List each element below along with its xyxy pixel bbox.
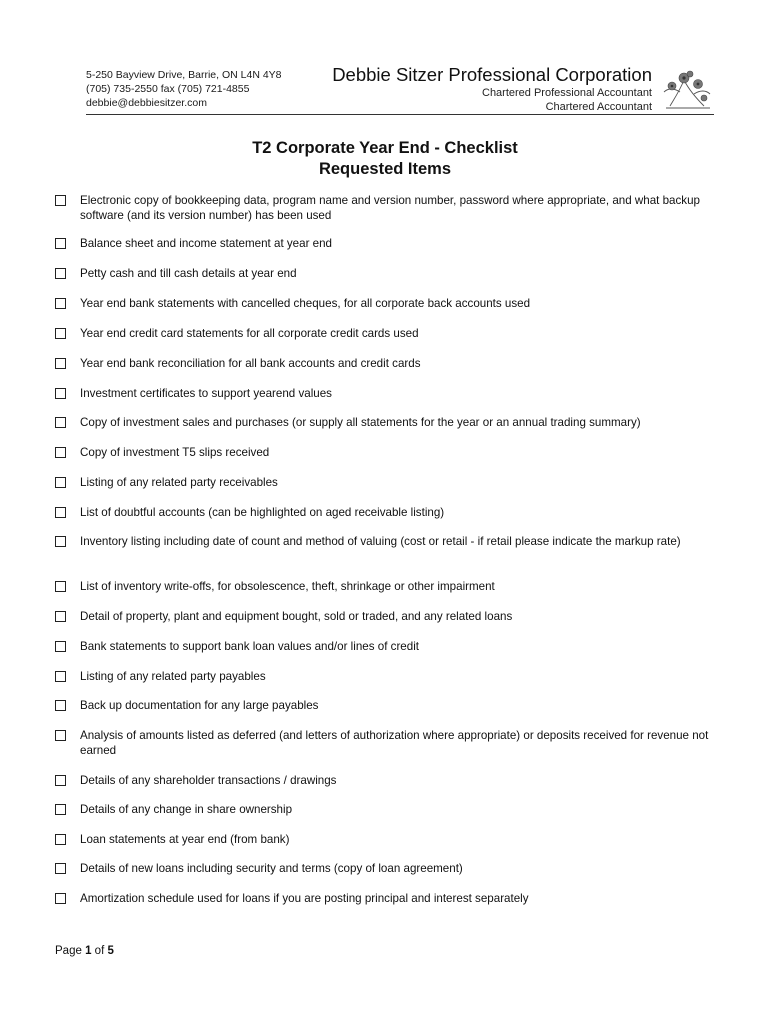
checkbox[interactable]: [55, 268, 66, 279]
checklist-item: [55, 237, 710, 252]
checklist-item-text: Amortization schedule used for loans if you are posting principal and interest separately: [80, 892, 529, 905]
checklist-item: [55, 194, 710, 223]
checklist-item: [55, 535, 710, 550]
checklist-item: [55, 387, 710, 402]
checkbox[interactable]: [55, 195, 66, 206]
page-current: 1: [85, 945, 92, 957]
firm-subtitle-ca: Chartered Accountant: [545, 101, 652, 113]
checklist-item: [55, 327, 710, 342]
page-total: 5: [107, 945, 114, 957]
address-line: 5-250 Bayview Drive, Barrie, ON L4N 4Y8: [86, 69, 282, 81]
checklist-item-text: List of inventory write-offs, for obsolescence, theft, shrinkage or other impairment: [80, 580, 495, 593]
checklist-item-text: Electronic copy of bookkeeping data, program name and version number, password where appropriate, and what backup software (and its version number) has been used: [80, 194, 700, 222]
email-line: debbie@debbiesitzer.com: [86, 97, 207, 109]
checkbox[interactable]: [55, 863, 66, 874]
checklist-item: [55, 267, 710, 282]
checklist-item: [55, 297, 710, 312]
checklist-item: [55, 416, 710, 431]
checkbox[interactable]: [55, 447, 66, 458]
checklist-item-text: Year end bank statements with cancelled cheques, for all corporate back accounts used: [80, 297, 531, 310]
checklist-item: [55, 357, 710, 372]
checklist-item-text: Details of any change in share ownership: [80, 803, 293, 816]
checkbox[interactable]: [55, 893, 66, 904]
title-line-1: T2 Corporate Year End - Checklist: [252, 139, 518, 157]
checkbox[interactable]: [55, 477, 66, 488]
checkbox[interactable]: [55, 611, 66, 622]
checklist-item: [55, 862, 710, 877]
checkbox[interactable]: [55, 804, 66, 815]
checklist-item-text: Back up documentation for any large payables: [80, 699, 319, 712]
checklist-item-text: Detail of property, plant and equipment bought, sold or traded, and any related loans: [80, 610, 513, 623]
checklist-item-text: Loan statements at year end (from bank): [80, 833, 290, 846]
checklist-item-text: Investment certificates to support yearend values: [80, 387, 332, 400]
checkbox[interactable]: [55, 298, 66, 309]
checklist-item-text: Balance sheet and income statement at year end: [80, 237, 332, 250]
firm-name: Debbie Sitzer Professional Corporation: [332, 64, 652, 85]
checkbox[interactable]: [55, 388, 66, 399]
checkbox[interactable]: [55, 775, 66, 786]
header-divider: [86, 114, 714, 115]
phone-fax-line: (705) 735-2550 fax (705) 721-4855: [86, 83, 250, 95]
page-number: [55, 945, 114, 957]
flower-sketch-icon: [660, 66, 714, 112]
checklist-item-text: Analysis of amounts listed as deferred (and letters of authorization where appropriate) or deposits received for revenue not earned: [80, 729, 709, 757]
checklist-item: [55, 610, 710, 625]
checkbox[interactable]: [55, 536, 66, 547]
checklist-item: [55, 446, 710, 461]
checklist-item: [55, 580, 710, 595]
checklist-item-text: Details of any shareholder transactions / drawings: [80, 774, 337, 787]
checklist-item-text: List of doubtful accounts (can be highlighted on aged receivable listing): [80, 506, 445, 519]
firm-address: [86, 68, 282, 110]
checklist-item-text: Inventory listing including date of count and method of valuing (cost or retail - if retail please indicate the markup rate): [80, 535, 681, 548]
document-title: [0, 138, 770, 180]
checklist-item-text: Year end bank reconciliation for all bank accounts and credit cards: [80, 357, 421, 370]
checkbox[interactable]: [55, 700, 66, 711]
checkbox[interactable]: [55, 834, 66, 845]
checklist-item-text: Listing of any related party payables: [80, 670, 266, 683]
checklist-item-text: Bank statements to support bank loan values and/or lines of credit: [80, 640, 419, 653]
checklist-item: [55, 803, 710, 818]
checklist-item-text: Petty cash and till cash details at year end: [80, 267, 297, 280]
firm-subtitle-cpa: Chartered Professional Accountant: [482, 87, 652, 99]
checkbox[interactable]: [55, 328, 66, 339]
checklist-item: [55, 833, 710, 848]
checkbox[interactable]: [55, 417, 66, 428]
firm-block: [332, 64, 652, 114]
checkbox[interactable]: [55, 730, 66, 741]
checklist-item: [55, 774, 710, 789]
checklist-item: [55, 506, 710, 521]
page-word: Page: [55, 945, 82, 957]
checkbox[interactable]: [55, 671, 66, 682]
checklist-item-text: Details of new loans including security and terms (copy of loan agreement): [80, 862, 463, 875]
checklist-item-text: Listing of any related party receivables: [80, 476, 278, 489]
checkbox[interactable]: [55, 238, 66, 249]
checklist-item: [55, 476, 710, 491]
checklist-item: [55, 699, 710, 714]
checklist-item: [55, 729, 710, 758]
of-word: of: [94, 945, 105, 957]
checklist-item-text: Copy of investment sales and purchases (or supply all statements for the year or an annual trading summary): [80, 416, 641, 429]
checklist-item-text: Year end credit card statements for all corporate credit cards used: [80, 327, 419, 340]
checklist-item: [55, 640, 710, 655]
checklist-item: [55, 670, 710, 685]
checkbox[interactable]: [55, 581, 66, 592]
checkbox[interactable]: [55, 358, 66, 369]
title-line-2: Requested Items: [318, 160, 452, 178]
checkbox[interactable]: [55, 507, 66, 518]
checklist-item-text: Copy of investment T5 slips received: [80, 446, 270, 459]
checkbox[interactable]: [55, 641, 66, 652]
checklist-item: [55, 892, 710, 907]
